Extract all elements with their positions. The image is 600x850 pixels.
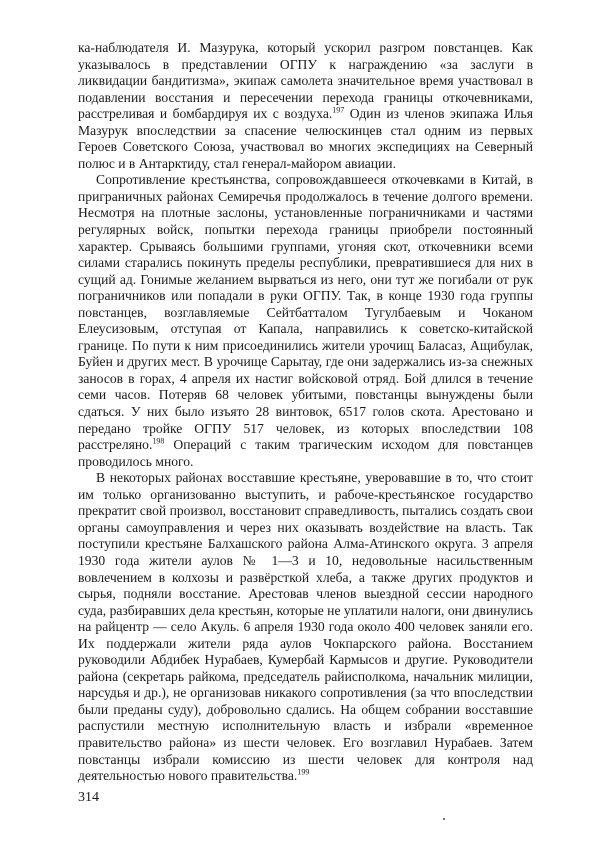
- scan-speck: [443, 818, 445, 820]
- paragraph-tail: Один из членов экипажа Илья Мазурук впоследствии за спасение челюскинцев стал одним из первых Героев Советского Союза, участвовал во многих экспедициях на Северный полюс и в Антарктиду, стал генерал-майором авиации.: [78, 106, 533, 171]
- footnote-ref: 198: [152, 436, 165, 446]
- paragraph-3: [78, 470, 533, 784]
- paragraph-2: [78, 172, 533, 470]
- paragraph-text: Сопротивление крестьянства, сопровождавшееся откочевками в Китай, в приграничных районах Семиречья продолжалось в течение долгого времени. Несмотря на плотные заслоны, установленные пограничниками и частями регулярных войск, попытки перехода границы приобрели постоянный характер. Срываясь большими группами, угоняя скот, откочевники всеми силами старались покинуть пределы республики, превратившиеся для них в сущий ад. Гонимые желанием вырваться из него, они тут же погибали от рук пограничников или попадали в руки ОГПУ. Так, в конце 1930 года группы повстанцев, возглавляемые Сейтбатталом Тугулбаевым и Чоканом Елеусизовым, отступая от Капала, направились к советско-китайской границе. По пути к ним присоединились жители урочищ Баласаз, Ащибулак, Буйен и других мест. В урочище Сарытау, где они задержались из-за снежных заносов в горах, 4 апреля их настиг войсковой отряд. Бой длился в течение семи часов. Потеряв 68 человек убитыми, повстанцы вынуждены были сдаться. У них было изъято 28 винтовок, 6517 голов скота. Арестовано и передано тройке ОГПУ 517 человек, из которых впоследствии 108 расстреляно.: [78, 172, 533, 453]
- footnote-ref: 197: [332, 105, 345, 115]
- body-text: [78, 40, 533, 785]
- page-number: 314: [78, 790, 99, 805]
- footnote-ref: 199: [297, 767, 310, 777]
- paragraph-tail: Операций с таким трагическим исходом для повстанцев проводилось много.: [78, 437, 533, 469]
- paragraph-1: [78, 40, 533, 172]
- paragraph-text: В некоторых районах восставшие крестьяне, уверовавшие в то, что стоит им только организованно выступить, и рабоче-крестьянское государство прекратит свой произвол, восстановит справедливость, пытались создать свои органы самоуправления и через них оказывать воздействие на власть. Так поступили крестьяне Балхашского района Алма-Атинского округа. 3 апреля 1930 года жители аулов № 1—3 и 10, недовольные насильственным вовлечением в колхозы и развёрсткой хлеба, а также других продуктов и сырья, подняли восстание. Арестовав членов выездной сессии народного суда, разбиравших дела крестьян, которые не уплатили налоги, они двинулись на райцентр — село Акуль. 6 апреля 1930 года около 400 человек заняли его. Их поддержали жители ряда аулов Чокпарского района. Восстанием руководили Абдибек Нурабаев, Кумербай Кармысов и другие. Руководители района (секретарь райкома, председатель райисполкома, начальник милиции, нарсудья и др.), не организовав никакого сопротивления (за что впоследствии были преданы суду), добровольно сдались. На общем собрании восставшие распустили местную исполнительную власть и избрали «временное правительство района» из шести человек. Его возглавил Нурабаев. Затем повстанцы избрали комиссию из шести человек для контроля над деятельностью нового правительства.: [78, 470, 533, 784]
- paragraph-text: ка-наблюдателя И. Мазурука, который ускорил разгром повстанцев. Как указывалось в представлении ОГПУ к награждению «за заслуги в ликвидации бандитизма», экипаж самолета значительное время участвовал в подавлении восстания и пересечении перехода границы откочевниками, расстреливая и бомбардируя их с воздуха.: [78, 40, 533, 122]
